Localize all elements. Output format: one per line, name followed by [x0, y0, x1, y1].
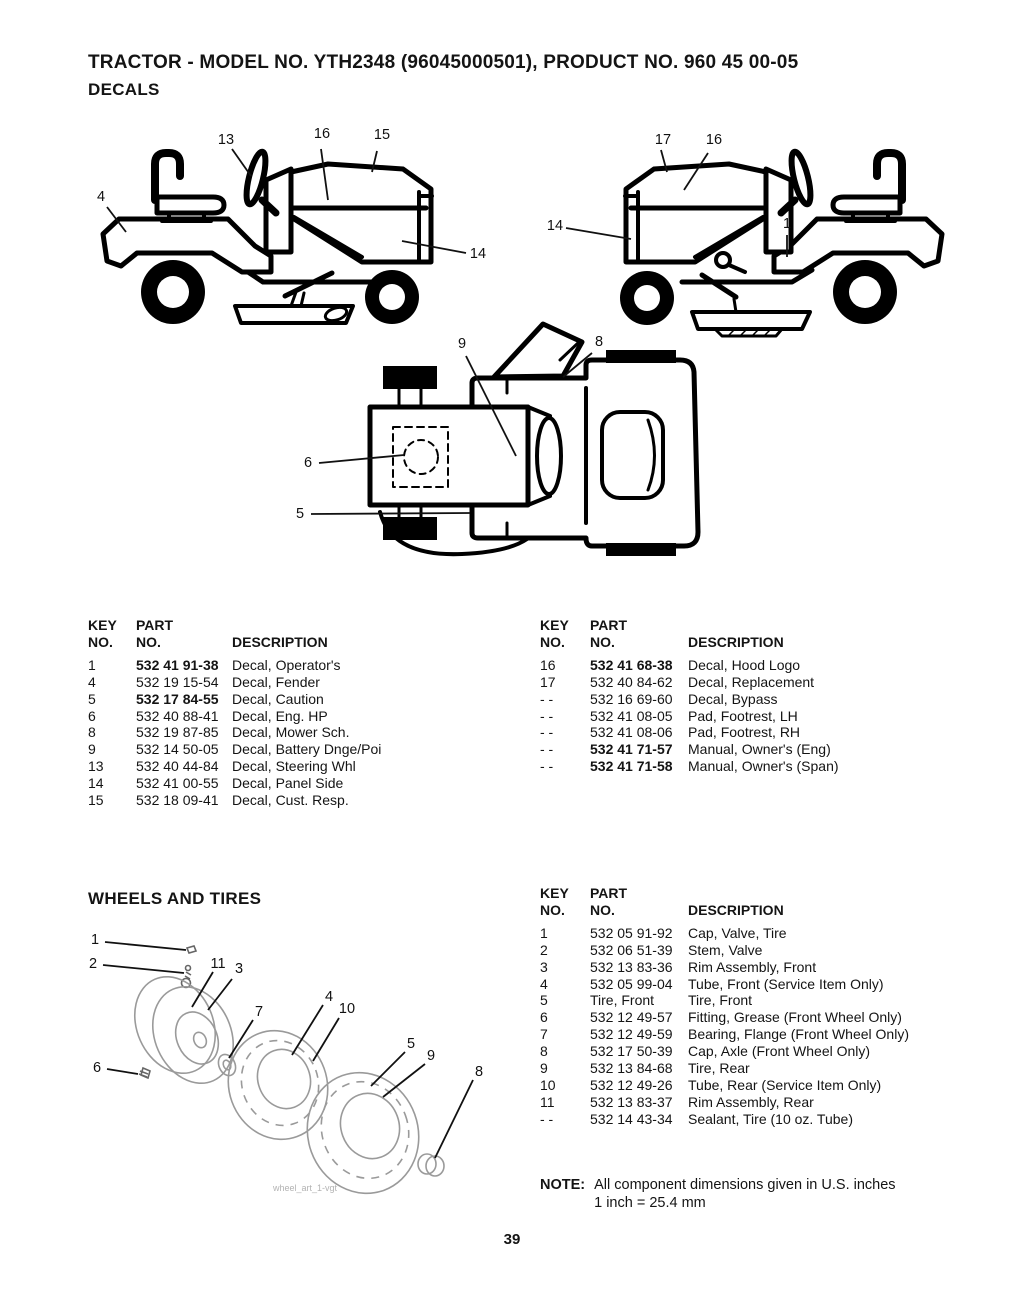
desc-cell: Decal, Operator's	[232, 656, 341, 673]
table-row	[88, 674, 528, 691]
callout-4: 4	[96, 189, 106, 205]
key-cell: 6	[540, 1009, 548, 1026]
key-cell: 2	[540, 941, 548, 958]
part-cell: 532 41 00-55	[136, 775, 219, 792]
table-row	[540, 1094, 1000, 1111]
table-header: KEY NO. PART NO. DESCRIPTION	[540, 617, 784, 650]
key-cell: 1	[88, 656, 96, 673]
part-cell: 532 13 83-36	[590, 958, 673, 975]
key-cell: 4	[540, 975, 548, 992]
callout-6: 6	[92, 1060, 102, 1076]
callout-1: 1	[782, 216, 792, 232]
desc-cell: Bearing, Flange (Front Wheel Only)	[688, 1026, 909, 1043]
callout-15: 15	[373, 127, 391, 143]
part-cell: 532 13 83-37	[590, 1093, 673, 1110]
section-title-wheels: WHEELS AND TIRES	[88, 889, 262, 908]
part-cell: 532 13 84-68	[590, 1060, 673, 1077]
callout-2: 2	[88, 956, 98, 972]
desc-cell: Tire, Front	[688, 992, 753, 1009]
part-cell: 532 12 49-26	[590, 1076, 673, 1093]
grease-fitting	[139, 1068, 150, 1078]
part-cell: 532 18 09-41	[136, 792, 219, 809]
key-cell: - -	[540, 690, 554, 707]
key-cell: 17	[540, 673, 556, 690]
desc-cell: Decal, Hood Logo	[688, 656, 801, 673]
note-text: All component dimensions given in U.S. inches 1 inch = 25.4 mm	[594, 1177, 896, 1211]
hood	[625, 164, 766, 262]
key-cell: 11	[540, 1093, 555, 1110]
key-cell: 4	[88, 673, 96, 690]
key-cell: 9	[540, 1060, 548, 1077]
seat	[833, 153, 902, 221]
rear-wheel-top	[606, 350, 676, 363]
page-title: TRACTOR - MODEL NO. YTH2348 (96045000501), PRODUCT NO. 960 45 00-05	[88, 52, 799, 73]
desc-cell: Rim Assembly, Rear	[688, 1093, 814, 1110]
callout-11: 11	[210, 956, 226, 972]
part-cell: 532 12 49-57	[590, 1009, 673, 1026]
desc-cell: Sealant, Tire (10 oz. Tube)	[688, 1110, 853, 1127]
table-row	[88, 792, 528, 809]
part-cell: 532 17 50-39	[590, 1043, 673, 1060]
part-cell: 532 40 44-84	[136, 758, 219, 775]
desc-cell: Decal, Eng. HP	[232, 707, 328, 724]
table-row	[540, 741, 990, 758]
part-cell: 532 41 68-38	[590, 656, 673, 673]
seat-top-view	[602, 412, 663, 498]
desc-cell: Manual, Owner's (Eng)	[688, 741, 831, 758]
part-cell: 532 14 50-05	[136, 741, 219, 758]
table-row	[540, 758, 990, 775]
desc-cell: Cap, Axle (Front Wheel Only)	[688, 1043, 871, 1060]
key-cell: 13	[88, 758, 104, 775]
key-cell: 1	[540, 924, 548, 941]
table-row	[88, 691, 528, 708]
part-cell: 532 41 71-57	[590, 741, 673, 758]
desc-cell: Decal, Bypass	[688, 690, 778, 707]
key-cell: 14	[88, 775, 104, 792]
table-row	[88, 708, 528, 725]
part-cell: 532 41 08-06	[590, 724, 673, 741]
desc-cell: Tube, Front (Service Item Only)	[688, 975, 884, 992]
callout-6: 6	[303, 455, 313, 471]
part-cell: 532 19 87-85	[136, 724, 219, 741]
table-row	[88, 724, 528, 741]
rear-wheel-bottom	[606, 543, 676, 556]
part-cell: 532 40 84-62	[590, 673, 673, 690]
key-cell: 5	[88, 690, 96, 707]
rear-wheel	[141, 260, 205, 324]
key-cell: - -	[540, 724, 554, 741]
part-cell: 532 06 51-39	[590, 941, 673, 958]
desc-cell: Stem, Valve	[688, 941, 763, 958]
desc-cell: Tire, Rear	[688, 1060, 750, 1077]
decals-table-left	[88, 617, 528, 809]
key-cell: - -	[540, 758, 554, 775]
note-block	[540, 1176, 980, 1212]
key-cell: 10	[540, 1076, 556, 1093]
table-row	[540, 724, 990, 741]
table-row	[88, 775, 528, 792]
part-cell: Tire, Front	[590, 992, 655, 1009]
key-cell: 15	[88, 792, 104, 809]
callout-8: 8	[474, 1064, 484, 1080]
hood	[291, 164, 432, 262]
valve-cap	[187, 946, 196, 953]
discharge-chute	[494, 324, 582, 377]
front-wheel	[365, 270, 419, 324]
callout-14: 14	[546, 218, 564, 234]
tractor-top-view-diagram	[280, 320, 730, 590]
table-row	[540, 674, 990, 691]
front-wheel	[620, 271, 674, 325]
table-row	[540, 976, 1000, 993]
table-row	[540, 942, 1000, 959]
part-cell: 532 17 84-55	[136, 690, 219, 707]
section-title-decals: DECALS	[88, 80, 160, 99]
key-cell: - -	[540, 1110, 554, 1127]
desc-cell: Tube, Rear (Service Item Only)	[688, 1076, 882, 1093]
part-cell: 532 14 43-34	[590, 1110, 673, 1127]
part-cell: 532 41 08-05	[590, 707, 673, 724]
axle-cap	[418, 1154, 444, 1176]
part-cell: 532 41 71-58	[590, 758, 673, 775]
key-cell: 9	[88, 741, 96, 758]
part-cell: 532 05 91-92	[590, 924, 673, 941]
part-cell: 532 16 69-60	[590, 690, 673, 707]
desc-cell: Fitting, Grease (Front Wheel Only)	[688, 1009, 902, 1026]
deck-lift-knob	[716, 253, 745, 272]
table-row	[540, 992, 1000, 1009]
rear-wheel	[833, 260, 897, 324]
tractor-side-view-right-diagram	[530, 120, 970, 340]
desc-cell: Decal, Cust. Resp.	[232, 792, 349, 809]
table-row	[88, 758, 528, 775]
front-wheel-top	[383, 366, 437, 389]
callout-13: 13	[217, 132, 235, 148]
callout-14: 14	[469, 246, 487, 262]
callout-9: 9	[426, 1048, 436, 1064]
desc-cell: Decal, Mower Sch.	[232, 724, 350, 741]
table-header: KEY NO. PART NO. DESCRIPTION	[88, 617, 328, 650]
seat	[155, 153, 224, 221]
key-cell: 5	[540, 992, 548, 1009]
desc-cell: Decal, Replacement	[688, 673, 815, 690]
desc-cell: Decal, Steering Whl	[232, 758, 356, 775]
key-cell: 6	[88, 707, 96, 724]
callout-1: 1	[90, 932, 100, 948]
desc-cell: Manual, Owner's (Span)	[688, 758, 839, 775]
callout-16: 16	[313, 126, 331, 142]
desc-cell: Pad, Footrest, RH	[688, 724, 801, 741]
desc-cell: Rim Assembly, Front	[688, 958, 817, 975]
note-label: NOTE:	[540, 1177, 586, 1193]
wheels-table	[540, 885, 1000, 1128]
table-row	[540, 708, 990, 725]
key-cell: 8	[540, 1043, 548, 1060]
key-cell: - -	[540, 707, 554, 724]
desc-cell: Pad, Footrest, LH	[688, 707, 798, 724]
table-row	[540, 1077, 1000, 1094]
part-cell: 532 19 15-54	[136, 673, 219, 690]
callout-5: 5	[295, 506, 305, 522]
table-row	[540, 1009, 1000, 1026]
callout-5: 5	[406, 1036, 416, 1052]
desc-cell: Decal, Caution	[232, 690, 324, 707]
key-cell: 3	[540, 958, 548, 975]
table-row	[540, 657, 990, 674]
part-cell: 532 41 91-38	[136, 656, 219, 673]
tractor-side-view-left-diagram	[85, 120, 515, 340]
callout-7: 7	[254, 1004, 264, 1020]
front-wheel-bottom	[383, 517, 437, 540]
wheel-exploded-diagram	[80, 925, 510, 1205]
table-row	[540, 1026, 1000, 1043]
table-row	[540, 1043, 1000, 1060]
art-caption: wheel_art_1-vgt	[272, 1183, 338, 1193]
desc-cell: Decal, Battery Dnge/Poi	[232, 741, 382, 758]
part-cell: 532 12 49-59	[590, 1026, 673, 1043]
key-cell: 7	[540, 1026, 548, 1043]
part-cell: 532 40 88-41	[136, 707, 219, 724]
callout-3: 3	[234, 961, 244, 977]
part-cell: 532 05 99-04	[590, 975, 673, 992]
bearing-flange	[215, 1052, 239, 1079]
table-header: KEY NO. PART NO. DESCRIPTION	[540, 885, 784, 918]
table-row	[88, 657, 528, 674]
key-cell: 16	[540, 656, 556, 673]
callout-17: 17	[654, 132, 672, 148]
desc-cell: Cap, Valve, Tire	[688, 924, 787, 941]
page-number: 39	[503, 1231, 521, 1248]
desc-cell: Decal, Fender	[232, 673, 320, 690]
callout-10: 10	[338, 1001, 356, 1017]
table-row	[540, 1060, 1000, 1077]
key-cell: - -	[540, 741, 554, 758]
table-row	[540, 925, 1000, 942]
callout-9: 9	[457, 336, 467, 352]
callout-16: 16	[705, 132, 723, 148]
decals-table-right	[540, 617, 990, 775]
table-row	[540, 691, 990, 708]
callout-8: 8	[594, 334, 604, 350]
table-row	[88, 741, 528, 758]
desc-cell: Decal, Panel Side	[232, 775, 344, 792]
table-row	[540, 1111, 1000, 1128]
callout-4: 4	[324, 989, 334, 1005]
key-cell: 8	[88, 724, 96, 741]
dash-oval	[537, 418, 561, 494]
table-row	[540, 959, 1000, 976]
